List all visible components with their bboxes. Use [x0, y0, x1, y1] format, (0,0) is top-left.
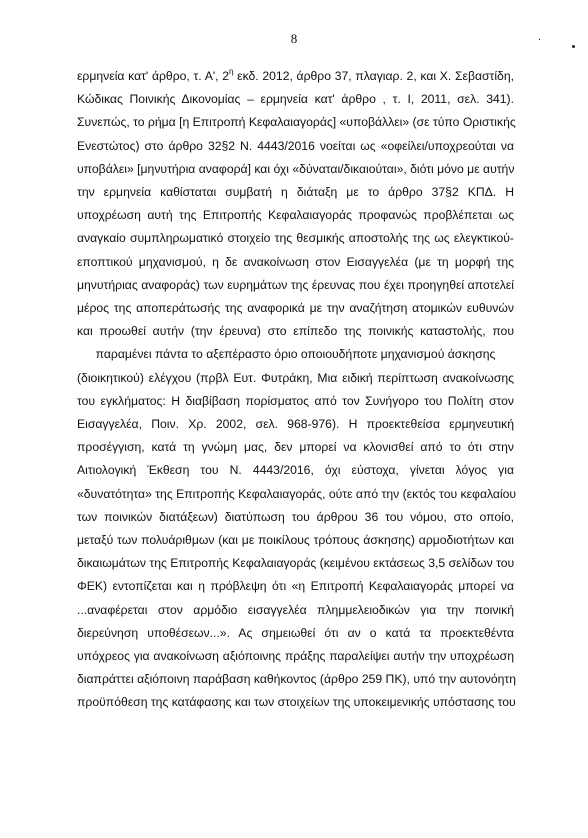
page-number: 8 — [290, 31, 298, 46]
text-line-13: παραμένει πάντα το αξεπέραστο όριο οποιουδήποτε μηχανισμού άσκησης — [95, 347, 496, 362]
text-line-16: Εισαγγελέα, Ποιν. Χρ. 2002, σελ. 968-976). Η προεκτεθείσα ερμηνευτική — [77, 417, 514, 432]
text-line-8: αναγκαίο συμπληρωματικό στοιχείο της θεσμικής αποστολής της ως ελεγκτικού- — [77, 231, 514, 246]
text-line-24: ...αναφέρεται στον αρμόδιο εισαγγελέα πλημμελειοδικών για την ποινική — [77, 602, 514, 617]
text-line-1 — [77, 65, 514, 88]
text-line-14: (διοικητικού) ελέγχου (πρβλ Ευτ. Φυτράκη, Μια ειδική περίπτωση ανακοίνωσης — [77, 370, 514, 385]
text-line-9: εποπτικού μηχανισμού, η δε ανακοίνωση στον Εισαγγελέα (με τη μορφή της — [77, 254, 514, 269]
text-line-12: και προωθεί αυτήν (την έρευνα) στο επίπεδο της ποινικής καταστολής, που — [77, 324, 514, 339]
superscript: η — [229, 66, 234, 76]
text-line-6: την ερμηνεία καθίσταται συμβατή η διάταξη με το άρθρο 37§2 ΚΠΔ. Η — [77, 185, 514, 200]
text-line-28: προϋπόθεση της κατάφασης και των στοιχείων της υποκειμενικής υπόστασης του — [77, 695, 516, 710]
text-line-18: Αιτιολογική Έκθεση του Ν. 4443/2016, όχι εύστοχα, γίνεται λόγος για — [77, 463, 514, 478]
text-line-27: διαπράττει αξιόποινη παράβαση καθήκοντος (άρθρο 259 ΠΚ), υπό την αυτονόητη — [77, 672, 516, 687]
corner-dot — [572, 45, 575, 48]
text-line-23: ΦΕΚ) εντοπίζεται και η πρόβλεψη ότι «η Επιτροπή Κεφαλαιαγοράς μπορεί να — [77, 579, 514, 594]
text-line-2: Κώδικας Ποινικής Δικονομίας – ερμηνεία κατ' άρθρο , τ. Ι, 2011, σελ. 341). — [77, 92, 514, 107]
text-line-10: μηνυτήριας αναφοράς) των ευρημάτων της έρευνας που έχει προηγηθεί αποτελεί — [77, 277, 514, 292]
text-line-1-part-b: εκδ. 2012, άρθρο 37, πλαγιαρ. 2, και Χ. Σεβαστίδη, — [233, 69, 514, 83]
text-line-22: δικαιωμάτων της Επιτροπής Κεφαλαιαγοράς (κειμένου εκτάσεως 3,5 σελίδων του — [77, 556, 515, 571]
text-line-7: υποχρέωση αυτή της Επιτροπής Κεφαλαιαγοράς προφανώς προβλέπεται ως — [77, 208, 514, 223]
text-line-3: Συνεπώς, το ρήμα [η Επιτροπή Κεφαλαιαγοράς] «υποβάλλει» (σε τύπο Οριστικής — [77, 115, 516, 130]
body-text — [77, 65, 517, 715]
text-line-17: προσέγγιση, κατά τη γνώμη μας, δεν μπορεί να κλονισθεί από το ότι στην — [77, 440, 514, 455]
text-line-4: Ενεστώτος) στο άρθρο 32§2 Ν. 4443/2016 νοείται ως «οφείλει/υποχρεούται να — [77, 138, 514, 153]
text-line-1-part-a: ερμηνεία κατ' άρθρο, τ. Α', 2 — [77, 69, 229, 83]
text-line-11: μέρος της αποπεράτωσής της αναφορικά με την αναζήτηση ατομικών ευθυνών — [77, 301, 514, 316]
text-line-5: υποβάλει» [μηνυτήρια αναφορά] και όχι «δύναται/δικαιούται», διότι μόνο με αυτήν — [77, 161, 515, 176]
text-line-21: μεταξύ των πολυάριθμων (και με ποικίλους τρόπους άσκησης) αρμοδιοτήτων και — [77, 533, 514, 548]
text-line-25: διερεύνηση υποθέσεων...». Ας σημειωθεί ότι αν ο κατά τα προεκτεθέντα — [77, 625, 514, 640]
text-line-15: του εγκλήματος: Η διαβίβαση πορίσματος από τον Συνήγορο του Πολίτη στον — [77, 393, 514, 408]
text-line-19: «δυνατότητα» της Επιτροπής Κεφαλαιαγοράς, ούτε από την (εκτός του κεφαλαίου — [77, 486, 517, 501]
text-line-26: υπόχρεος για ανακοίνωση αξιόποινης πράξης παραλείψει αυτήν την υποχρέωση — [77, 649, 514, 664]
corner-mark: . — [538, 31, 542, 43]
text-line-20: των ποινικών διατάξεων) διατύπωση του άρθρου 36 του νόμου, στο οποίο, — [77, 509, 514, 524]
